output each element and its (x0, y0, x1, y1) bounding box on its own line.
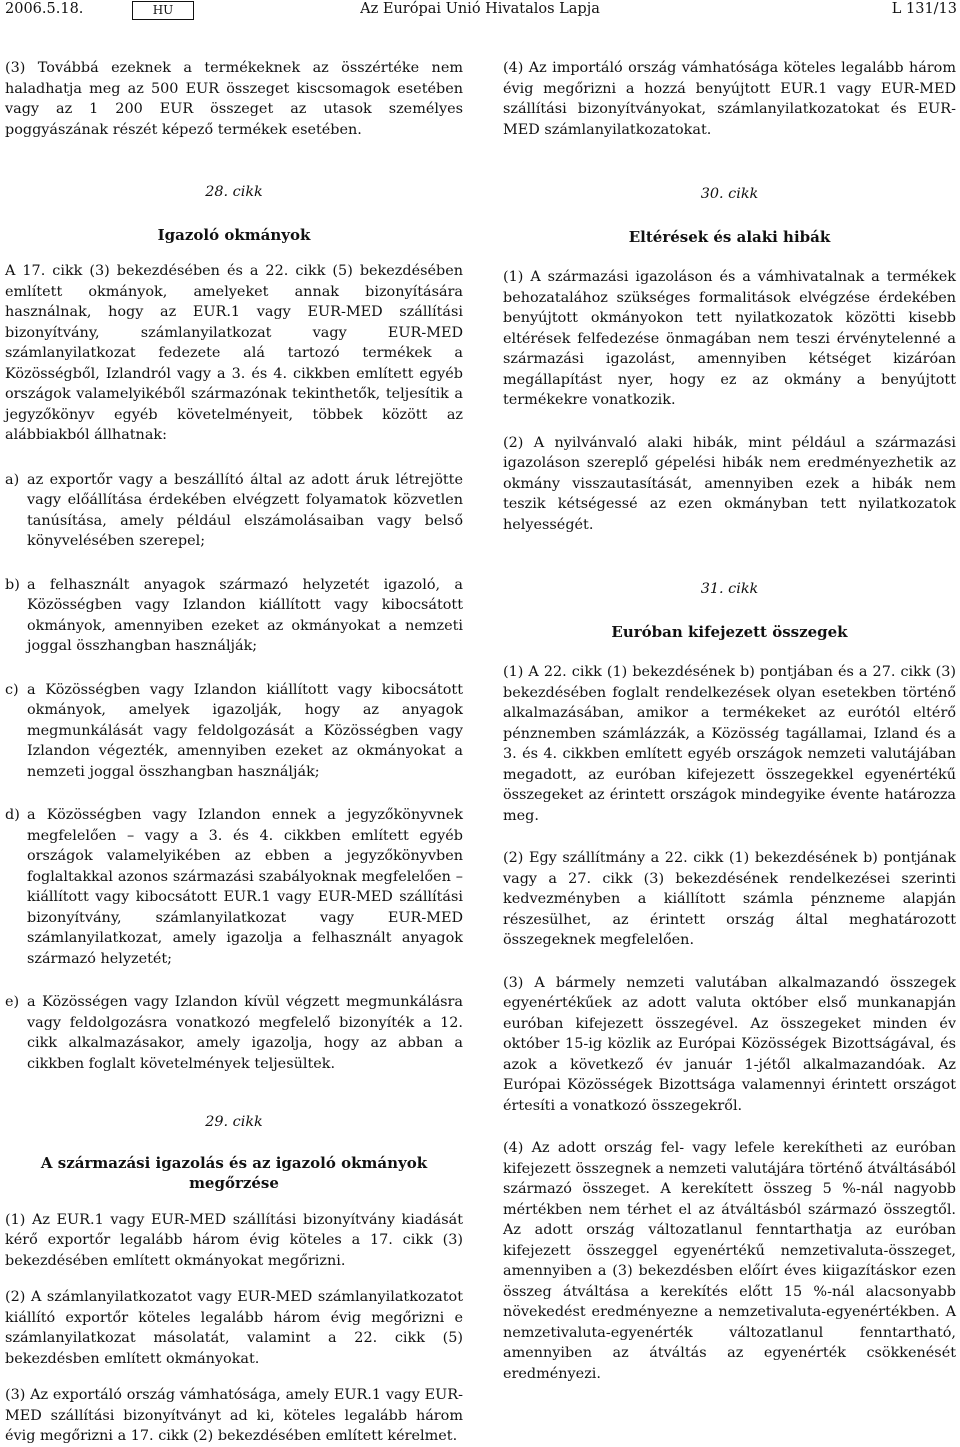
publication-date: 2006.5.18. (5, 1, 84, 17)
paragraph: A 17. cikk (3) bekezdésében és a 22. cikk (5) bekezdésében említett okmányok, amelyeket annak bizonyítására használnak, hogy az EUR.1 vagy EUR-MED szállítási bizonyítvány, számlanyilatkozat vagy EUR-MED számlanyilatkozat fedezete alá tartozó termékek a Közösségből, Izlandról vagy a 3. és 4. cikkben említett egyéb országok valamelyikéből származónak tekinthetők, teljesítik a jegyzőkönyv egyéb követelményeit, többek között az alábbiakból állhatnak: (5, 263, 463, 443)
article-title: Euróban kifejezett összegek (611, 622, 848, 641)
paragraph: (2) Egy szállítmány a 22. cikk (1) bekezdésének b) pontjának vagy a 27. cikk (3) bekezdésének rendelkezései szerinti kedvezményben a kiállított számla pénzneme alapján részesülhet, az érintett ország által meghatározott összegeknek megfelelően. (503, 850, 956, 948)
language-badge: HU (132, 1, 194, 20)
paragraph: (1) A 22. cikk (1) bekezdésének b) pontjában és a 27. cikk (3) bekezdésében foglalt rendelkezések olyan esetekben történő alkalmazásában, amikor a termékeket az eurótól eltérő pénznemben számlázzák, a Közösség tagállamai, Izland és a 3. és 4. cikkben említett egyéb országok nemzeti valutájában megadott, az euróban kifejezett összegekkel egyenértékű összegeket az érintett országok mindegyike évente határozza meg. (503, 664, 956, 824)
article-number: 31. cikk (700, 581, 759, 597)
article-title: Igazoló okmányok (157, 225, 311, 244)
list-item: c) a Közösségben vagy Izlandon kiállított vagy kibocsátott okmányok, amelyek igazolják, hogy az anyagok megmunkálását vagy feldolgozását a Közösségben vagy Izlandon végezték, amennyiben ezeket az okmányokat a nemzeti joggal összhangban használják; (5, 681, 463, 780)
paragraph: (3) Továbbá ezeknek a termékeknek az összértéke nem haladhatja meg az 500 EUR összeget kiscsomagok esetében vagy az 1 200 EUR összeget az utasok személyes poggyászának részét képező termékek esetében. (5, 60, 463, 138)
article-title: A származási igazolás és az igazoló okmányok megőrzése (40, 1153, 428, 1192)
article-title: Eltérések és alaki hibák (628, 227, 831, 246)
paragraph: (3) A bármely nemzeti valutában alkalmazandó összegek egyenértékűek az adott valuta október első munkanapján euróban kifejezett összegével. Az összegeket minden év október 15-ig közlik az Európai Közösségek Bizottságával, és azok a következő év január 1-jétől alkalmazandóak. Az Európai Közösségek Bizottsága valamennyi érintett országot értesíti a vonatkozó összegekről. (503, 974, 956, 1114)
article-number: 30. cikk (700, 186, 759, 202)
paragraph: (4) Az importáló ország vámhatósága köteles legalább három évig megőrizni a hozzá benyújtott EUR.1 vagy EUR-MED szállítási bizonyítványokat, számlanyilatkozatokat és EUR-MED számlanyilatkozatokat. (503, 60, 956, 138)
paragraph: (2) A nyilvánvaló alaki hibák, mint például a származási igazoláson szereplő gépelési hibák nem eredményezhetik az okmány visszautasítását, amennyiben ezek a hibák nem teszik kétségessé az ezen okmányban tett nyilatkozatok helyességét. (503, 434, 956, 533)
right-column (503, 58, 956, 1384)
page-header (0, 0, 960, 24)
left-column (5, 58, 463, 1447)
paragraph: (1) Az EUR.1 vagy EUR-MED szállítási bizonyítvány kiadását kérő exportőr legalább három évig köteles a 17. cikk (3) bekezdésében említett okmányokat megőrizni. (5, 1211, 463, 1269)
paragraph: (2) A számlanyilatkozatot vagy EUR-MED számlanyilatkozatot kiállító exportőr köteles legalább három évig megőrizni e számlanyilatkozat másolatát, valamint a 22. cikk (5) bekezdésben említett okmányokat. (5, 1289, 463, 1367)
article-number: 28. cikk (205, 184, 263, 200)
list-item: a) az exportőr vagy a beszállító által az adott áruk létrejötte vagy előállítása érdekében elvégzett folyamatok közvetlen tanúsítása, amely például elszámolásaiban vagy belső könyvelésében szerepel; (5, 471, 463, 549)
list-item: d) a Közösségben vagy Izlandon ennek a jegyzőkönyvnek megfelelően – vagy a 3. és 4. cikkben említett egyéb országok valamelyikében az ebben a jegyzőkönyvben foglaltakkal azonos származási szabályoknak megfelelően – kiállított vagy kibocsátott EUR.1 vagy EUR-MED szállítási bizonyítvány, számlanyilatkozat vagy EUR-MED számlanyilatkozat, amely igazolja a felhasznált anyagok származó helyzetét; (5, 807, 463, 967)
paragraph: (3) Az exportáló ország vámhatósága, amely EUR.1 vagy EUR-MED szállítási bizonyítványt ad ki, köteles legalább három évig megőrizni a 17. cikk (2) bekezdésében említett kérelmet. (5, 1387, 463, 1444)
list-item: b) a felhasznált anyagok származó helyzetét igazoló, a Közösségben vagy Izlandon kiállított vagy kibocsátott okmányok, amennyiben ezeket az okmányokat a nemzeti joggal összhangban használják; (5, 576, 463, 654)
page-number: L 131/13 (891, 1, 957, 17)
journal-title: Az Európai Unió Hivatalos Lapja (360, 1, 600, 17)
list-item: e) a Közösségen vagy Izlandon kívül végzett megmunkálásra vagy feldolgozásra vonatkozó megfelelő bizonyíték a 12. cikk alkalmazásakor, amely igazolja, hogy az abban a cikkben foglalt követelmények teljesültek. (5, 994, 463, 1072)
paragraph: (1) A származási igazoláson és a vámhivatalnak a termékek behozatalához szükséges formalitások elvégzése érdekében benyújtott okmányokon tett nyilatkozatok közötti kisebb eltérések felfedezése önmagában nem teszi érvénytelenné a származási igazolást, amennyiben kétséget kizáróan megállapítást nyer, hogy ez az okmány a benyújtott termékekre vonatkozik. (503, 269, 956, 408)
paragraph: (4) Az adott ország fel- vagy lefele kerekítheti az euróban kifejezett összegnek a nemzeti valutájára történő átváltásából származó összeget. A kerekített összeg 5 %-nál nagyobb mértékben nem térhet el az átváltásból származó összegtől. Az adott ország változatlanul fenntarthatja az euróban kifejezett összeggel egyenértékű nemzetivaluta-összeget, amennyiben a (3) bekezdésben előírt éves kiigazításkor ezen összeg átváltása a kerekítés előtt 15 %-nál alacsonyabb növekedést eredményezne a nemzetivaluta-egyenértékben. A nemzetivaluta-egyenérték változatlanul fenntartható, amennyiben az átváltás az egyenérték csökkenését eredményezi. (503, 1140, 956, 1382)
article-number: 29. cikk (205, 1114, 263, 1130)
